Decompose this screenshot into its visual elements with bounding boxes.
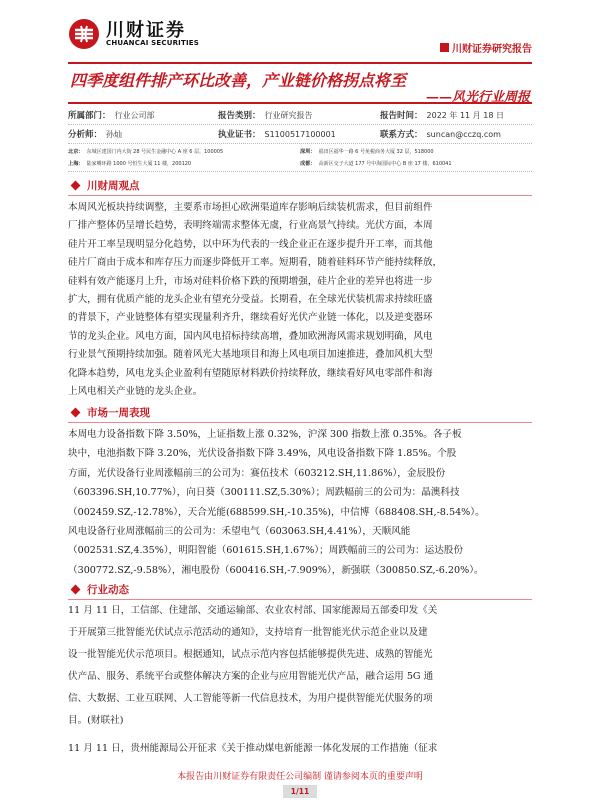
section-viewpoint-heading	[68, 178, 140, 193]
meta-license	[218, 128, 380, 140]
report-tag-text: 川财证券研究报告	[452, 44, 532, 55]
text-line: 设一批智能光伏示范项目。根据通知，试点示范内容包括能够提供先进、成熟的智能光	[68, 649, 433, 660]
meta-value: suncan@cczq.com	[426, 129, 501, 139]
address-value: 福田区福华一路 6 号免税商务大厦 32 层，518000	[318, 148, 434, 155]
text-line: 硅片开工率呈现明显分化趋势，以中环为代表的一线企业正在逐步提升开工率，而其他	[68, 238, 433, 250]
meta-label: 执业证书：	[218, 130, 261, 140]
meta-analyst	[68, 128, 218, 140]
meta-row	[68, 106, 532, 125]
text-line: 本周风光板块持续调整，主要系市场担心欧洲渠道库存影响后续装机需求，但目前组件	[68, 202, 433, 213]
text-line: 硅片厂商由于成本和库存压力而逐步降低开工率。短期看，随着硅料环节产能持续释放，	[68, 257, 443, 269]
meta-value: 2022 年 11 月 18 日	[426, 110, 504, 120]
address-shenzhen	[300, 148, 532, 155]
address-row	[68, 145, 532, 157]
text-line: 的背景下，产业链整体有望实现量利齐升，继续看好光伏产业链一体化，以及逆变器环	[68, 312, 433, 324]
brand-name-en: CHUANCAI SECURITIES	[106, 39, 199, 47]
news-paragraph	[68, 600, 532, 732]
text-line: 上风电相关产业链的龙头企业。	[68, 386, 203, 398]
text-line: 伏产品、服务、系统平台或整体解决方案的企业与应用智能光伏产品，融合运用 5G 通	[68, 671, 434, 682]
report-subtitle: ——风光行业周报	[425, 90, 530, 105]
section-title: 行业动态	[87, 584, 129, 596]
meta-value: 孙灿	[106, 129, 123, 139]
report-tag	[440, 40, 532, 55]
text-line: （300772.SZ,-9.58%），湘电股份（600416.SH,-7.909%），新强联（300850.SZ,-6.20%）。	[68, 564, 484, 576]
footer-disclaimer: 本报告由川财证券有限责任公司编制 谨请参阅本页的重要声明	[177, 772, 423, 782]
text-line: 块中，电池指数下降 3.20%，光伏设备指数下降 3.49%，风电设备指数下降 1.85%。个股	[68, 448, 457, 460]
address-label: 北京：	[68, 148, 84, 155]
meta-value: 行业公司部	[114, 110, 155, 120]
meta-row	[68, 125, 532, 144]
brand-name-cn: 川财证券	[106, 20, 186, 41]
text-line: 节的龙头企业。风电方面，国内风电招标持续高增，叠加欧洲海风需求规划明确，风电	[68, 330, 433, 342]
diamond-bullet-icon	[71, 585, 81, 595]
viewpoint-paragraph	[68, 199, 532, 401]
section-divider	[68, 422, 532, 423]
address-row	[68, 157, 532, 169]
chuancai-logo-icon	[68, 18, 100, 50]
address-label: 上海：	[68, 160, 84, 167]
news-paragraph-2	[68, 738, 532, 760]
address-label: 深圳：	[300, 148, 316, 155]
meta-label: 报告类别：	[218, 111, 261, 121]
divider	[68, 171, 532, 172]
meta-contact	[380, 128, 532, 140]
diamond-bullet-icon	[71, 408, 81, 418]
text-line: 硅料有效产能逐月上升，市场对硅料价格下跌的预期增强，硅片企业的差异也将进一步	[68, 275, 433, 287]
address-label: 成都：	[300, 160, 316, 167]
text-line: 扩大，拥有优质产能的龙头企业有望充分受益。长期看，在全球光伏装机需求持续旺盛	[68, 294, 433, 306]
address-beijing	[68, 148, 300, 155]
meta-department	[68, 109, 218, 121]
title-bar	[68, 62, 532, 104]
meta-label: 所属部门：	[68, 111, 111, 121]
text-line: 方面，光伏设备行业周涨幅前三的公司为：赛伍技术（603212.SH,11.86%），金辰股份	[68, 467, 446, 479]
text-line: 厂排产整体仍呈增长趋势，表明终端需求整体无虞，行业高景气持续。光伏方面，本周	[68, 220, 433, 232]
section-news-heading	[68, 582, 129, 597]
section-divider	[68, 195, 532, 196]
page-header	[0, 0, 600, 62]
text-line: 风电设备行业周涨幅前三的公司为：禾望电气（603063.SH,4.41%），天顺风能	[68, 526, 411, 538]
meta-label: 联系方式：	[380, 130, 423, 140]
text-line: 目。(财联社)	[68, 715, 124, 726]
diamond-bullet-icon	[71, 181, 81, 191]
text-line: 于开展第三批智能光伏试点示范活动的通知》，支持培育一批智能光伏示范企业以及建	[68, 627, 428, 638]
address-value: 东城区建国门内大街 28 号民生金融中心 A 座 6 层，100005	[86, 148, 224, 155]
page-number: 1/11	[283, 785, 317, 798]
meta-date	[380, 109, 532, 121]
text-line: （603396.SH,10.77%），向日葵（300111.SZ,5.30%）；周跌幅前三的公司为：晶澳科技	[68, 487, 460, 499]
report-title: 四季度组件排产环比改善，产业链价格拐点将至	[70, 71, 407, 90]
address-value: 高新区交子大道 177 号中海国际中心 B 座 17 楼，610041	[318, 160, 452, 167]
text-line: 化降本趋势，风电龙头企业盈利有望随原材料跌价持续释放，继续看好风电零部件和海	[68, 367, 433, 379]
section-title: 市场一周表现	[87, 407, 150, 419]
address-value: 陆家嘴环路 1000 号恒生大厦 11 楼，200120	[86, 160, 192, 167]
text-line: （002459.SZ,-12.78%），天合光能(688599.SH,-10.35%)，中信博（688408.SH,-8.54%）。	[68, 506, 485, 518]
report-tag-icon	[440, 43, 449, 52]
text-line: 11 月 11 日，工信部、住建部、交通运输部、农业农村部、国家能源局五部委印发《关	[68, 605, 438, 616]
address-chengdu	[300, 160, 532, 167]
office-addresses	[68, 145, 532, 169]
text-line: 11 月 11 日，贵州能源局公开征求《关于推动煤电新能源一体化发展的工作措施（征求	[68, 743, 438, 754]
meta-label: 分析师：	[68, 130, 103, 140]
market-paragraph	[68, 425, 532, 580]
meta-label: 报告时间：	[380, 111, 423, 121]
address-shanghai	[68, 160, 300, 167]
section-title: 川财周观点	[87, 180, 140, 192]
text-line: 本周电力设备指数下降 3.50%，上证指数上涨 0.32%，沪深 300 指数上涨 0.35%。各子板	[68, 429, 462, 440]
section-market-heading	[68, 405, 150, 420]
meta-value: S1100517100001	[264, 129, 336, 139]
text-line: （002531.SZ,4.35%），明阳智能（601615.SH,1.67%）；周跌幅前三的公司为：运达股份	[68, 545, 464, 557]
text-line: 信、大数据、工业互联网、人工智能等新一代信息技术，为用户提供智能光伏服务的项	[68, 693, 433, 704]
report-meta	[68, 106, 532, 144]
text-line: 行业景气预期持续加强。随着风光大基地项目和海上风电项目加速推进，叠加风机大型	[68, 349, 433, 361]
meta-value: 行业研究报告	[264, 110, 313, 120]
meta-category	[218, 109, 380, 121]
